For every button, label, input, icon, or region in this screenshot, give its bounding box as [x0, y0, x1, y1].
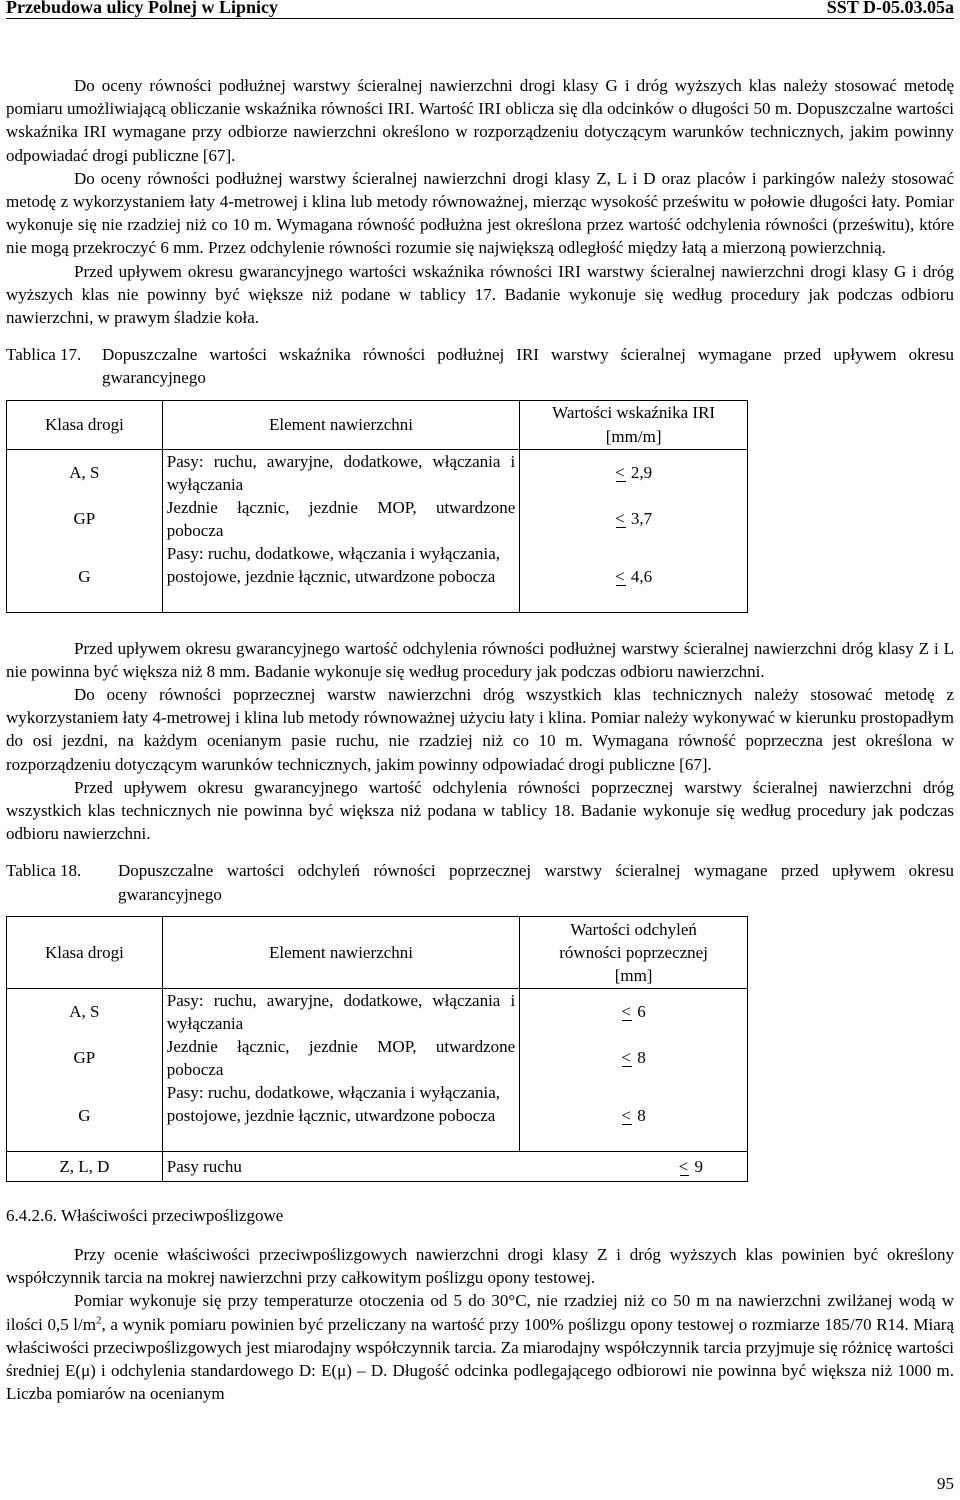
table18-class-g: G — [78, 1106, 91, 1126]
paragraph-lata-method: Do oceny równości podłużnej warstwy ścieralnej nawierzchni drogi klasy Z, L i D oraz placów i parkingów należy stosować metodę z wykorzystaniem łaty 4-metrowej i klina lub metody równoważnej, mierząc wysokość prześwitu w połowie długości łaty. Pomiar wykonuje się nie rzadziej niż co 10 m. Wymagana równość podłużna jest określona przez wartość odchylenia równości (prześwitu), które nie mogą przekroczyć 6 mm. Przez odchylenie równości rozumie się największą odległość między łatą a mierzoną powierzchnią. — [6, 168, 954, 258]
le-sign: < — [621, 1046, 633, 1069]
table18-value-3-text: 8 — [637, 1106, 646, 1126]
le-sign: < — [621, 1104, 633, 1127]
table18-value-1-text: 6 — [637, 1002, 646, 1022]
header-spec-code: SST D-05.03.05a — [826, 0, 954, 17]
table17-header-class: Klasa drogi — [7, 400, 163, 449]
table18-last-class: Z, L, D — [7, 1151, 163, 1181]
table18-class-gp: GP — [73, 1048, 96, 1068]
table17-class-g: G — [78, 567, 91, 587]
table18-value-cell — [520, 988, 748, 1151]
table18-value-1 — [520, 989, 747, 1035]
table18-header-class: Klasa drogi — [7, 916, 163, 988]
paragraph-transverse-warranty: Przed upływem okresu gwarancyjnego wartość odchylenia równości poprzecznej warstwy ścieralnej nawierzchni dróg wszystkich klas technicznych nie powinna być większa niż podana w tablicy 18. Badanie wykonuje się według procedury jak podczas odbioru nawierzchni. — [6, 777, 954, 844]
paragraph-skid-intro: Przy ocenie właściwości przeciwpoślizgowych nawierzchni drogi klasy Z i dróg wyższych klas powinien być określony współczynnik tarcia na mokrej nawierzchni przy całkowitym poślizgu opony testowej. — [6, 1245, 954, 1288]
table17-class-cell — [7, 449, 163, 612]
table17-element-2: Jezdnie łącznic, jezdnie MOP, utwardzone pobocza — [166, 497, 516, 540]
table17-class-as: A, S — [69, 463, 100, 483]
table18-caption — [6, 859, 954, 905]
paragraph-transverse-method: Do oceny równości poprzecznej warstw nawierzchni dróg wszystkich klas technicznych należy stosować metodę z wykorzystaniem łaty 4-metrowej i klina lub metody równoważnej użyciu łaty i klina. Pomiar należy wykonywać w kierunku prostopadłym do osi jezdni, na każdym ocenianym pasie ruchu, nie rzadziej niż co 10 m. Wymagana równość poprzeczna jest określona w rozporządzeniu dotyczącym warunków technicznych, jakim powinny odpowiadać drogi publiczne [67]. — [6, 685, 954, 774]
table17-value-2 — [520, 496, 747, 542]
table17-element-cell — [162, 449, 519, 612]
paragraph-skid-part-b: , a wynik pomiaru powinien być przeliczany na wartość przy 100% poślizgu opony testowej o rozmiarze 185/70 R14. Miarą właściwości przeciwpoślizgowych jest miarodajny współczynnik tarcia. Za miarodajny współczynnik tarcia przyjmuje się różnicę wartości średniej E(μ) i odchylenia standardowego D: E(μ) – D. Długość odcinka podlegającego odbiorowi nie powinna być większa niż 1000 m. Liczba pomiarów na ocenianym — [6, 1314, 955, 1404]
le-sign: < — [615, 565, 627, 588]
table18-last-row — [162, 1151, 747, 1181]
table18 — [6, 916, 748, 1182]
table17-class-gp: GP — [73, 509, 96, 529]
paragraph-skid-part-a: Pomiar wykonuje się przy temperaturze otoczenia od 5 do 30°C, nie rzadziej niż co 50 m na nawierzchni zwilżanej wodą w ilości 0,5 l/m — [6, 1291, 954, 1334]
header-title: Przebudowa ulicy Polnej w Lipnicy — [6, 0, 279, 17]
paragraph-iri-method: Do oceny równości podłużnej warstwy ścieralnej nawierzchni drogi klasy G i dróg wyższych klas należy stosować metodę pomiaru umożliwiającą obliczanie wskaźnika równości IRI. Wartość IRI oblicza się dla odcinków o długości 50 m. Dopuszczalne wartości wskaźnika IRI wymagane przy odbiorze nawierzchni określono w rozporządzeniu dotyczącym warunków technicznych, jakim powinny odpowiadać drogi publiczne [67]. — [6, 76, 954, 165]
table17-value-3-text: 4,6 — [630, 567, 653, 587]
table18-caption-text: Dopuszczalne wartości odchyleń równości poprzecznej warstwy ścieralnej wymagane przed upływem okresu gwarancyjnego — [118, 861, 954, 904]
table18-class-as: A, S — [69, 1002, 100, 1022]
table18-element-3: Pasy: ruchu, dodatkowe, włączania i wyłączania, postojowe, jezdnie łącznic, utwardzone pobocza — [166, 1082, 501, 1126]
table17-element-1: Pasy: ruchu, awaryjne, dodatkowe, włączania i wyłączania — [166, 451, 516, 494]
table17-value-3 — [520, 542, 747, 612]
table18-element-1: Pasy: ruchu, awaryjne, dodatkowe, włączania i wyłączania — [166, 990, 516, 1034]
table17-value-1-text: 2,9 — [630, 463, 653, 483]
le-sign: < — [679, 1155, 691, 1178]
table18-class-cell — [7, 988, 163, 1151]
superscript-2: 2 — [95, 1314, 102, 1327]
table17-caption — [6, 343, 954, 389]
le-sign: < — [621, 1000, 633, 1023]
paragraph-zl-warranty: Przed upływem okresu gwarancyjnego wartość odchylenia równości podłużnej warstwy ścieralnej nawierzchni dróg klasy Z i L nie powinna być większa niż 8 mm. Badanie wykonuje się według procedury jak podczas odbioru nawierzchni. — [6, 638, 954, 681]
table17-value-1 — [520, 450, 747, 496]
table18-value-3 — [520, 1081, 747, 1151]
document-body — [6, 74, 954, 1406]
table18-header-element: Element nawierzchni — [162, 916, 519, 988]
table18-label: Tablica 18. — [6, 861, 82, 881]
paragraph-skid-measurement — [6, 1289, 954, 1405]
table18-value-2-text: 8 — [637, 1048, 646, 1068]
table17-element-3: Pasy: ruchu, dodatkowe, włączania i wyłączania, postojowe, jezdnie łącznic, utwardzone pobocza — [166, 543, 501, 586]
table18-header-value: Wartości odchyleń równości poprzecznej [mm] — [520, 916, 748, 988]
le-sign: < — [615, 461, 627, 484]
table17 — [6, 400, 748, 613]
table18-last-element: Pasy ruchu — [166, 1156, 242, 1176]
page-header — [6, 0, 954, 19]
table17-caption-text: Dopuszczalne wartości wskaźnika równości podłużnej IRI warstwy ścieralnej wymagane przed upływem okresu gwarancyjnego — [102, 345, 954, 388]
page-number: 95 — [937, 1474, 954, 1493]
section-heading: 6.4.2.6. Właściwości przeciwpoślizgowe — [6, 1205, 284, 1225]
table17-value-cell — [520, 449, 748, 612]
table18-element-cell — [162, 988, 519, 1151]
table17-header-element: Element nawierzchni — [162, 400, 519, 449]
table18-last-value — [679, 1155, 743, 1178]
table17-header-value: Wartości wskaźnika IRI [mm/m] — [520, 400, 748, 449]
table17-value-2-text: 3,7 — [630, 509, 653, 529]
paragraph-iri-warranty: Przed upływem okresu gwarancyjnego wartości wskaźnika równości IRI warstwy ścieralnej nawierzchni drogi klasy G i dróg wyższych klas nie powinny być większe niż podane w tablicy 17. Badanie wykonuje się według procedury jak podczas odbioru nawierzchni, w prawym śladzie koła. — [6, 261, 954, 328]
table18-element-2: Jezdnie łącznic, jezdnie MOP, utwardzone pobocza — [166, 1036, 516, 1080]
le-sign: < — [615, 507, 627, 530]
table17-label: Tablica 17. — [6, 345, 82, 365]
table18-last-value-text: 9 — [694, 1156, 703, 1176]
table18-value-2 — [520, 1035, 747, 1081]
